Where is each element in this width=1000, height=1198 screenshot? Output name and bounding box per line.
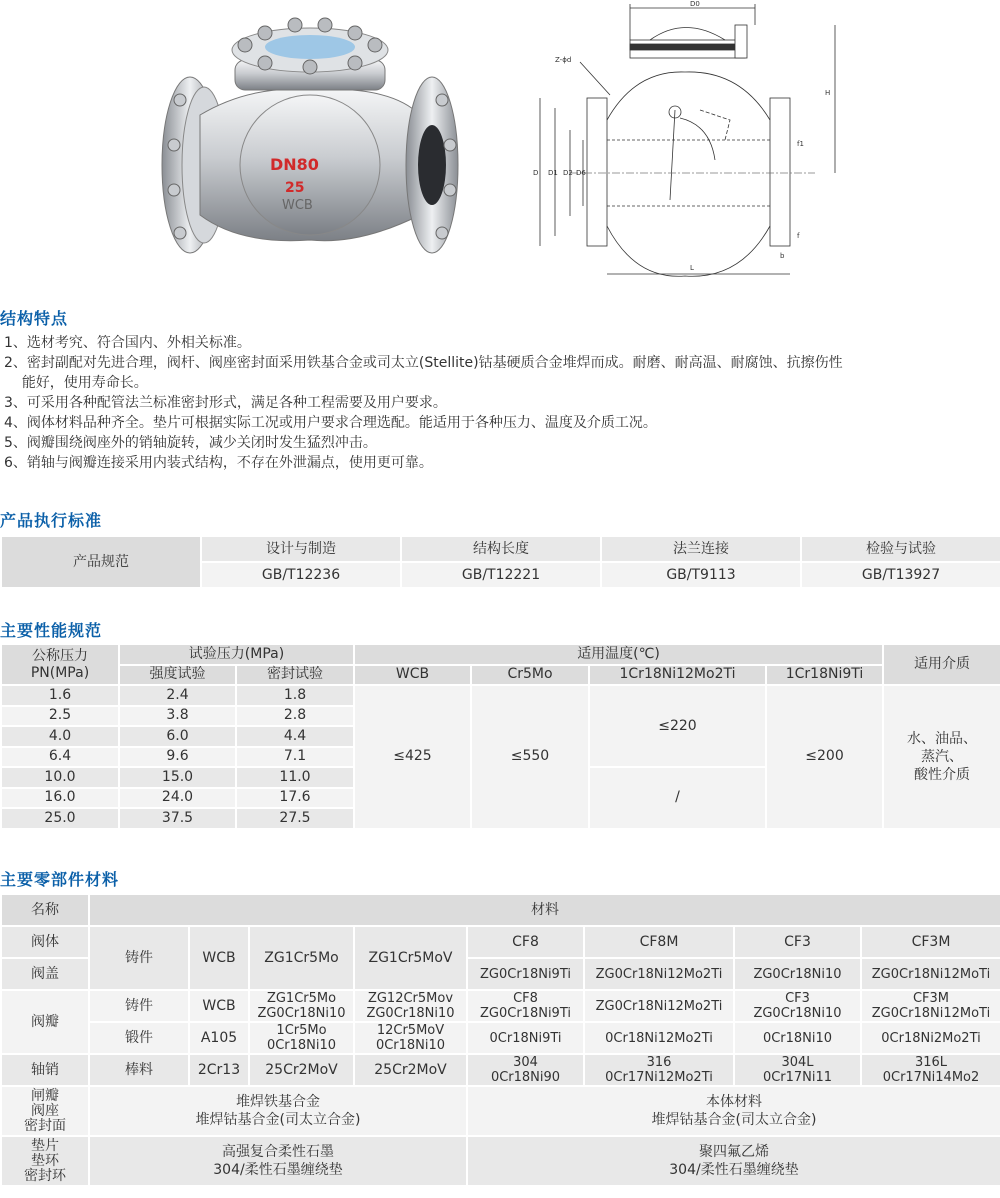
mat-p-c0: 2Cr13 bbox=[189, 1054, 249, 1086]
perf-header-temp: 适用温度(℃) bbox=[354, 644, 883, 665]
perf-seal: 4.4 bbox=[236, 726, 354, 747]
performance-title: 主要性能规范 bbox=[0, 621, 103, 640]
valve-product-photo bbox=[160, 5, 460, 260]
mat-pin: 轴销 bbox=[1, 1054, 89, 1086]
svg-text:D2: D2 bbox=[563, 169, 573, 177]
perf-pn: 6.4 bbox=[1, 747, 119, 768]
mat-disc-wcb: WCB bbox=[189, 990, 249, 1022]
mat-header-material: 材料 bbox=[89, 894, 1000, 926]
perf-header-medium: 适用介质 bbox=[883, 644, 1000, 685]
mat-cf3-b: ZG0Cr18Ni10 bbox=[734, 958, 861, 990]
perf-strength: 2.4 bbox=[119, 685, 236, 706]
mat-p-c2: 25Cr2MoV bbox=[354, 1054, 467, 1086]
perf-strength: 37.5 bbox=[119, 808, 236, 829]
feature-item: 3、可采用各种配管法兰标准密封形式，满足各种工程需要及用户要求。 bbox=[4, 395, 447, 411]
svg-text:D0: D0 bbox=[690, 0, 700, 8]
mat-f-c5: 0Cr18Ni10 bbox=[734, 1022, 861, 1054]
perf-mo2ti-temp: ≤220 bbox=[589, 685, 766, 767]
materials-title: 主要零部件材料 bbox=[0, 870, 120, 889]
perf-cr5mo-temp: ≤550 bbox=[471, 685, 589, 829]
valve-dimension-diagram bbox=[525, 0, 845, 285]
mat-f-a105: A105 bbox=[189, 1022, 249, 1054]
svg-text:b: b bbox=[780, 252, 785, 260]
mat-cf3: CF3 bbox=[734, 926, 861, 958]
perf-seal: 1.8 bbox=[236, 685, 354, 706]
mat-disc-c1: ZG1Cr5Mo ZG0Cr18Ni10 bbox=[249, 990, 354, 1022]
svg-text:D1: D1 bbox=[548, 169, 558, 177]
mat-p-c3: 304 0Cr18Ni90 bbox=[467, 1054, 584, 1086]
mat-f-c1: 1Cr5Mo 0Cr18Ni10 bbox=[249, 1022, 354, 1054]
mat-seal-b: 本体材料 堆焊钴基合金(司太立合金) bbox=[467, 1086, 1000, 1136]
svg-text:f1: f1 bbox=[797, 140, 804, 148]
mat-bar: 棒料 bbox=[89, 1054, 189, 1086]
pn-mark: 25 bbox=[285, 180, 305, 196]
svg-text:Z-ϕd: Z-ϕd bbox=[555, 56, 572, 64]
mat-disc: 阀瓣 bbox=[1, 990, 89, 1054]
material-mark: WCB bbox=[282, 198, 313, 213]
svg-text:H: H bbox=[825, 89, 831, 97]
feature-item: 1、选材考究、符合国内、外相关标准。 bbox=[4, 335, 251, 351]
perf-seal: 2.8 bbox=[236, 706, 354, 727]
mat-cf3m-b: ZG0Cr18Ni12MoTi bbox=[861, 958, 1000, 990]
svg-text:f: f bbox=[797, 232, 800, 240]
perf-header-cr5mo: Cr5Mo bbox=[471, 665, 589, 686]
mat-f-c3: 0Cr18Ni9Ti bbox=[467, 1022, 584, 1054]
mat-p-c5: 304L 0Cr17Ni11 bbox=[734, 1054, 861, 1086]
mat-f-c4: 0Cr18Ni12Mo2Ti bbox=[584, 1022, 734, 1054]
mat-gasket-name: 垫片 垫环 密封环 bbox=[1, 1136, 89, 1186]
perf-strength: 9.6 bbox=[119, 747, 236, 768]
mat-f-c6: 0Cr18Ni2Mo2Ti bbox=[861, 1022, 1000, 1054]
mat-casting: 铸件 bbox=[89, 926, 189, 990]
mat-cf8-b: ZG0Cr18Ni9Ti bbox=[467, 958, 584, 990]
standards-header: 检验与试验 bbox=[801, 536, 1000, 562]
standards-header: 设计与制造 bbox=[201, 536, 401, 562]
mat-cf8: CF8 bbox=[467, 926, 584, 958]
perf-header-seal: 密封试验 bbox=[236, 665, 354, 686]
standards-value: GB/T9113 bbox=[601, 562, 801, 588]
mat-seal-name: 闸瓣 阀座 密封面 bbox=[1, 1086, 89, 1136]
perf-seal: 7.1 bbox=[236, 747, 354, 768]
perf-strength: 15.0 bbox=[119, 767, 236, 788]
perf-mo2ti-temp2: / bbox=[589, 767, 766, 829]
mat-wcb: WCB bbox=[189, 926, 249, 990]
feature-item: 4、阀体材料品种齐全。垫片可根据实际工况或用户要求合理选配。能适用于各种压力、温度及介质工况。 bbox=[4, 415, 657, 431]
perf-pn: 2.5 bbox=[1, 706, 119, 727]
perf-seal: 27.5 bbox=[236, 808, 354, 829]
perf-header-mo2ti: 1Cr18Ni12Mo2Ti bbox=[589, 665, 766, 686]
svg-text:L: L bbox=[690, 264, 694, 272]
mat-header-name: 名称 bbox=[1, 894, 89, 926]
mat-p-c6: 316L 0Cr17Ni14Mo2 bbox=[861, 1054, 1000, 1086]
standards-row-label: 产品规范 bbox=[1, 536, 201, 588]
svg-text:D6: D6 bbox=[576, 169, 586, 177]
performance-table bbox=[0, 643, 1000, 830]
materials-table bbox=[0, 893, 1000, 1187]
standards-value: GB/T12236 bbox=[201, 562, 401, 588]
perf-strength: 6.0 bbox=[119, 726, 236, 747]
perf-pn: 4.0 bbox=[1, 726, 119, 747]
mat-cf8m: CF8M bbox=[584, 926, 734, 958]
standards-table bbox=[0, 535, 1000, 589]
mat-disc-c3: CF8 ZG0Cr18Ni9Ti bbox=[467, 990, 584, 1022]
mat-zg1cr5mov: ZG1Cr5MoV bbox=[354, 926, 467, 990]
perf-strength: 3.8 bbox=[119, 706, 236, 727]
perf-medium: 水、油品、 蒸汽、 酸性介质 bbox=[883, 685, 1000, 829]
standards-value: GB/T12221 bbox=[401, 562, 601, 588]
perf-wcb-temp: ≤425 bbox=[354, 685, 471, 829]
mat-p-c4: 316 0Cr17Ni12Mo2Ti bbox=[584, 1054, 734, 1086]
perf-ni9ti-temp: ≤200 bbox=[766, 685, 883, 829]
mat-bonnet: 阀盖 bbox=[1, 958, 89, 990]
feature-item: 2、密封副配对先进合理，阀杆、阀座密封面采用铁基合金或司太立(Stellite)钴基硬质合金堆焊而成。耐磨、耐高温、耐腐蚀、抗擦伤性 bbox=[4, 355, 843, 371]
perf-header-wcb: WCB bbox=[354, 665, 471, 686]
perf-seal: 17.6 bbox=[236, 788, 354, 809]
features-list bbox=[4, 333, 999, 473]
mat-cf3m: CF3M bbox=[861, 926, 1000, 958]
mat-f-c2: 12Cr5MoV 0Cr18Ni10 bbox=[354, 1022, 467, 1054]
standards-value: GB/T13927 bbox=[801, 562, 1000, 588]
mat-gasket-a: 高强复合柔性石墨 304/柔性石墨缠绕垫 bbox=[89, 1136, 467, 1186]
perf-header-ni9ti: 1Cr18Ni9Ti bbox=[766, 665, 883, 686]
perf-seal: 11.0 bbox=[236, 767, 354, 788]
size-mark: DN80 bbox=[270, 155, 319, 174]
mat-zg1cr5mo: ZG1Cr5Mo bbox=[249, 926, 354, 990]
features-title: 结构特点 bbox=[0, 309, 69, 328]
mat-body: 阀体 bbox=[1, 926, 89, 958]
perf-pn: 10.0 bbox=[1, 767, 119, 788]
standards-title: 产品执行标准 bbox=[0, 511, 103, 530]
feature-item: 5、阀瓣围绕阀座外的销轴旋转，减少关闭时发生猛烈冲击。 bbox=[4, 435, 377, 451]
svg-text:D: D bbox=[533, 169, 539, 177]
mat-disc-cast: 铸件 bbox=[89, 990, 189, 1022]
mat-disc-c5: CF3 ZG0Cr18Ni10 bbox=[734, 990, 861, 1022]
mat-cf8m-b: ZG0Cr18Ni12Mo2Ti bbox=[584, 958, 734, 990]
perf-header-pn: 公称压力 PN(MPa) bbox=[1, 644, 119, 685]
perf-strength: 24.0 bbox=[119, 788, 236, 809]
mat-seal-a: 堆焊铁基合金 堆焊钴基合金(司太立合金) bbox=[89, 1086, 467, 1136]
mat-disc-c6: CF3M ZG0Cr18Ni12MoTi bbox=[861, 990, 1000, 1022]
standards-header: 法兰连接 bbox=[601, 536, 801, 562]
perf-pn: 16.0 bbox=[1, 788, 119, 809]
perf-pn: 25.0 bbox=[1, 808, 119, 829]
feature-item: 能好，使用寿命长。 bbox=[4, 375, 148, 391]
perf-pn: 1.6 bbox=[1, 685, 119, 706]
mat-disc-c4: ZG0Cr18Ni12Mo2Ti bbox=[584, 990, 734, 1022]
perf-header-strength: 强度试验 bbox=[119, 665, 236, 686]
feature-item: 6、销轴与阀瓣连接采用内装式结构，不存在外泄漏点，使用更可靠。 bbox=[4, 455, 433, 471]
mat-p-c1: 25Cr2MoV bbox=[249, 1054, 354, 1086]
standards-header: 结构长度 bbox=[401, 536, 601, 562]
mat-disc-c2: ZG12Cr5Mov ZG0Cr18Ni10 bbox=[354, 990, 467, 1022]
perf-header-test: 试验压力(MPa) bbox=[119, 644, 354, 665]
mat-gasket-b: 聚四氟乙烯 304/柔性石墨缠绕垫 bbox=[467, 1136, 1000, 1186]
mat-forging: 锻件 bbox=[89, 1022, 189, 1054]
